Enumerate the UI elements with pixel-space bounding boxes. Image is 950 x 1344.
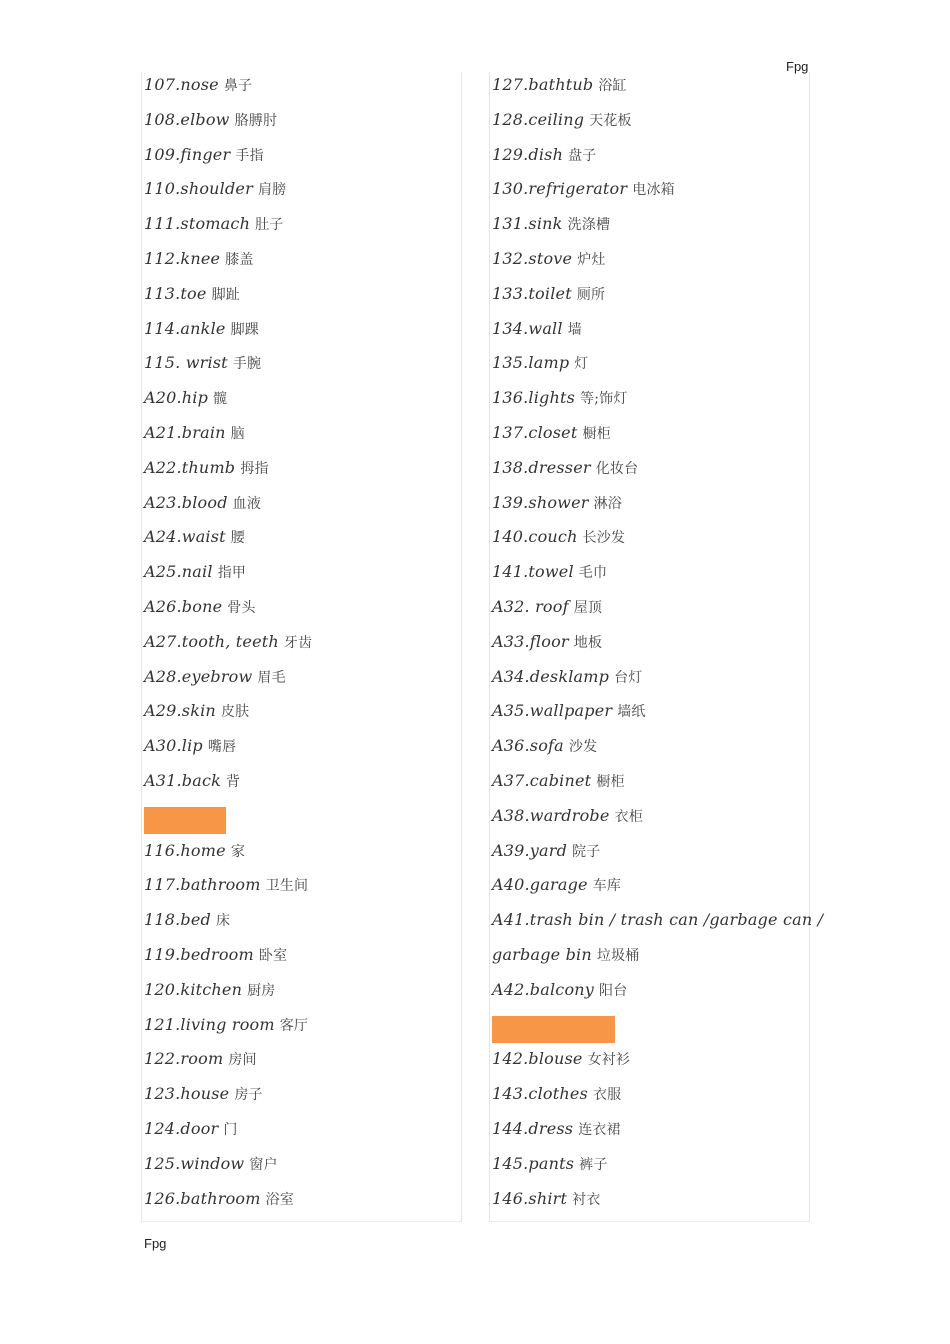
vocab-chinese: 胳膊肘 [234, 112, 278, 129]
vocab-english: 135.lamp [492, 353, 570, 373]
vocab-entry [492, 351, 589, 381]
vocab-entry [144, 734, 236, 764]
vocab-chinese: 脚踝 [230, 321, 259, 338]
vocab-english: 131.sink [492, 214, 563, 234]
vocab-chinese: 垃圾桶 [596, 948, 640, 964]
vocab-english: A35.wallpaper [492, 701, 613, 721]
vocab-entry [492, 978, 627, 1008]
vocab-chinese: 灯 [574, 356, 589, 373]
vocab-entry [144, 317, 259, 347]
vocab-entry [144, 143, 264, 173]
vocab-chinese: 台灯 [614, 669, 643, 686]
vocab-entry [492, 456, 638, 486]
vocab-entry [492, 247, 606, 277]
vocab-chinese: 房间 [228, 1052, 257, 1069]
vocab-chinese: 长沙发 [582, 530, 626, 547]
vocab-english: A24.waist [144, 527, 226, 547]
vocab-entry [492, 1082, 621, 1112]
vocab-english: 129.dish [492, 144, 564, 164]
vocab-english: 121.living room [144, 1014, 275, 1034]
vocab-chinese: 洗涤槽 [567, 217, 611, 234]
vocab-entry [492, 769, 625, 799]
vocab-entry [492, 108, 632, 138]
vocab-entry [144, 908, 230, 938]
vocab-chinese: 院子 [572, 843, 601, 860]
vocab-entry [144, 595, 256, 625]
vocab-entry [144, 1187, 294, 1217]
vocab-entry [492, 1187, 601, 1217]
vocab-entry [492, 421, 611, 451]
vocab-entry [492, 630, 602, 660]
vocab-entry [144, 978, 276, 1008]
vocab-chinese: 墙纸 [617, 704, 646, 721]
vocab-english: A36.sofa [492, 736, 564, 756]
section-divider-highlight [144, 807, 226, 834]
vocab-entry [144, 1047, 257, 1077]
vocab-chinese: 裤子 [579, 1156, 608, 1173]
section-divider-highlight [492, 1016, 615, 1043]
vocab-chinese: 窗户 [249, 1156, 278, 1173]
vocab-chinese: 肚子 [255, 217, 284, 234]
vocab-entry [144, 525, 245, 555]
vocab-entry [144, 421, 245, 451]
vocab-entry [144, 212, 283, 242]
vocab-entry [144, 1117, 238, 1147]
vocab-chinese: 盘子 [568, 147, 597, 164]
vocab-chinese: 手腕 [232, 356, 262, 373]
vocab-english: A42.balcony [492, 979, 595, 999]
vocab-english: 142.blouse [492, 1049, 583, 1069]
vocab-english: 123.house [144, 1084, 230, 1104]
vocab-english: A41.trash bin / trash can /garbage can / [492, 910, 824, 930]
vocab-english: A29.skin [144, 701, 216, 721]
vocab-chinese: 家 [230, 843, 246, 860]
vocab-chinese: 浴室 [265, 1191, 295, 1208]
vocab-entry [492, 386, 628, 416]
vocab-english: 122.room [144, 1049, 224, 1069]
vocab-entry [144, 1152, 278, 1182]
vocab-english: 144.dress [492, 1119, 574, 1138]
vocab-english: A38.wardrobe [492, 805, 610, 825]
vocab-chinese: 厨房 [247, 982, 276, 999]
vocab-entry [144, 665, 286, 695]
vocab-chinese: 浴缸 [598, 78, 627, 94]
vocab-entry [492, 839, 600, 869]
vocab-chinese: 皮肤 [220, 704, 250, 721]
vocab-entry [492, 317, 582, 347]
vocab-english: 145.pants [492, 1153, 575, 1173]
vocab-entry [492, 943, 639, 973]
vocab-entry [144, 699, 249, 729]
vocab-english: 136.lights [492, 388, 576, 408]
vocab-english: A34.desklamp [492, 666, 610, 686]
vocab-english: 114.ankle [144, 318, 226, 338]
vocab-entry [492, 804, 643, 834]
vocab-english: 115. wrist [144, 353, 228, 373]
vocab-chinese: 卧室 [258, 948, 288, 964]
vocab-english: 118.bed [144, 910, 211, 930]
vocab-entry [144, 630, 312, 660]
vocab-english: 143.clothes [492, 1084, 588, 1104]
vocab-english: 126.bathroom [144, 1188, 261, 1208]
vocab-chinese: 淋浴 [593, 495, 622, 512]
vocab-english: 110.shoulder [144, 179, 253, 199]
vocab-chinese: 血液 [232, 495, 262, 512]
vocab-english: 137.closet [492, 423, 578, 442]
vocab-column-right [489, 72, 824, 1222]
vocab-chinese: 床 [215, 913, 231, 930]
vocab-column-left [141, 72, 462, 1222]
vocab-english: A31.back [144, 771, 222, 790]
vocab-chinese: 墙 [567, 321, 582, 338]
vocab-english: 107.nose [144, 75, 219, 94]
vocab-chinese: 电冰箱 [632, 182, 675, 199]
vocab-entry [144, 839, 245, 869]
vocab-entry [144, 873, 308, 903]
vocab-entry [492, 560, 607, 590]
vocab-chinese: 橱柜 [596, 774, 625, 790]
vocab-entry [492, 1117, 621, 1147]
vocab-english: 116.home [144, 840, 226, 860]
vocab-entry [492, 491, 622, 521]
vocab-english: 134.wall [492, 318, 563, 338]
vocab-entry [492, 73, 627, 103]
vocab-entry [144, 386, 227, 416]
vocab-english: A23.blood [144, 492, 228, 512]
vocab-english: A26.bone [144, 597, 223, 616]
vocab-chinese: 手指 [235, 147, 264, 164]
vocab-entry [144, 108, 277, 138]
vocab-chinese: 天花板 [589, 112, 632, 129]
vocab-chinese: 膝盖 [225, 252, 254, 268]
vocab-english: A37.cabinet [492, 771, 592, 790]
vocab-entry [492, 525, 625, 555]
vocab-english: 130.refrigerator [492, 179, 628, 199]
vocab-entry [144, 73, 252, 103]
vocab-english: 128.ceiling [492, 109, 585, 129]
vocab-english: 139.shower [492, 492, 589, 512]
vocab-english: A32. roof [492, 597, 569, 616]
vocab-entry [492, 665, 643, 695]
vocab-chinese: 化妆台 [595, 460, 639, 477]
vocab-chinese: 连衣裙 [578, 1122, 621, 1138]
vocab-english: 132.stove [492, 249, 573, 268]
vocab-entry [144, 1082, 263, 1112]
vocab-entry [144, 247, 254, 277]
vocab-chinese: 肩膀 [257, 182, 287, 199]
vocab-english: 120.kitchen [144, 979, 243, 999]
vocab-chinese: 地板 [573, 634, 603, 651]
vocab-chinese: 厕所 [576, 286, 606, 303]
vocab-english: 146.shirt [492, 1188, 568, 1208]
vocab-chinese: 等;饰灯 [580, 391, 628, 408]
vocab-entry [492, 1047, 630, 1077]
vocab-entry [492, 873, 621, 903]
vocab-entry [144, 282, 240, 312]
vocab-entry [144, 456, 269, 486]
vocab-chinese: 脚趾 [211, 286, 240, 303]
vocab-english: A28.eyebrow [144, 666, 253, 686]
vocab-chinese: 脑 [230, 426, 245, 442]
vocab-english: 111.stomach [144, 214, 251, 234]
page-header: Fpg [786, 59, 809, 74]
vocab-chinese: 背 [226, 774, 241, 790]
vocab-chinese: 橱柜 [582, 426, 611, 442]
vocab-english: A22.thumb [144, 457, 236, 477]
vocab-entry [492, 595, 602, 625]
vocab-english: 127.bathtub [492, 75, 594, 94]
vocab-chinese: 女衬衫 [587, 1052, 631, 1069]
vocab-chinese: 眉毛 [257, 669, 286, 686]
vocab-entry [144, 560, 246, 590]
vocab-entry [492, 699, 646, 729]
vocab-entry [492, 734, 597, 764]
vocab-chinese: 毛巾 [578, 565, 608, 582]
vocab-chinese: 衬衣 [572, 1191, 601, 1208]
vocab-chinese: 骨头 [227, 600, 256, 616]
vocab-english: 133.toilet [492, 283, 572, 303]
vocab-english: 108.elbow [144, 109, 230, 129]
vocab-english: A25.nail [144, 562, 213, 582]
vocab-english: 140.couch [492, 527, 578, 547]
vocab-chinese: 屋顶 [573, 600, 603, 616]
vocab-entry [144, 491, 261, 521]
vocab-entry [492, 1152, 608, 1182]
vocab-english: 117.bathroom [144, 875, 261, 895]
vocab-chinese: 腰 [230, 530, 245, 547]
vocab-english: 119.bedroom [144, 945, 254, 964]
vocab-english: 113.toe [144, 283, 207, 303]
vocab-entry [144, 769, 240, 799]
vocab-entry [144, 351, 261, 381]
vocab-entry [492, 908, 823, 938]
vocab-chinese: 门 [223, 1122, 238, 1138]
vocab-english: 124.door [144, 1119, 219, 1138]
vocab-chinese: 牙齿 [283, 634, 313, 651]
vocab-entry [144, 177, 286, 207]
vocab-entry [492, 177, 675, 207]
vocab-english: A21.brain [144, 423, 226, 442]
vocab-english: A20.hip [144, 388, 209, 408]
vocab-chinese: 车库 [592, 878, 622, 895]
vocab-chinese: 髋 [213, 391, 228, 408]
vocab-chinese: 鼻子 [223, 78, 253, 94]
vocab-chinese: 衣服 [592, 1087, 622, 1104]
vocab-entry [144, 1013, 308, 1043]
vocab-chinese: 阳台 [599, 982, 628, 999]
vocab-english: 109.finger [144, 144, 231, 164]
vocab-english: A39.yard [492, 840, 568, 860]
page-footer: Fpg [144, 1236, 167, 1251]
vocab-entry [492, 212, 610, 242]
vocab-chinese: 指甲 [217, 565, 247, 582]
vocab-english: A30.lip [144, 736, 203, 756]
vocab-english: 141.towel [492, 562, 574, 582]
vocab-chinese: 房子 [234, 1087, 263, 1104]
vocab-entry [144, 943, 287, 973]
vocab-english: garbage bin [492, 945, 592, 964]
vocab-chinese: 卫生间 [265, 878, 309, 895]
vocab-english: A40.garage [492, 875, 588, 895]
vocab-chinese: 炉灶 [577, 252, 606, 268]
vocab-chinese: 嘴唇 [207, 739, 237, 756]
vocab-english: 112.knee [144, 249, 221, 268]
vocab-chinese: 衣柜 [614, 808, 643, 825]
vocab-chinese: 拇指 [240, 460, 269, 477]
vocab-chinese: 客厅 [279, 1017, 309, 1034]
vocab-entry [492, 143, 597, 173]
vocab-english: A27.tooth, teeth [144, 631, 279, 651]
vocab-english: A33.floor [492, 631, 569, 651]
vocab-english: 125.window [144, 1153, 245, 1173]
vocab-entry [492, 282, 605, 312]
vocab-chinese: 沙发 [568, 739, 598, 756]
vocab-english: 138.dresser [492, 457, 591, 477]
